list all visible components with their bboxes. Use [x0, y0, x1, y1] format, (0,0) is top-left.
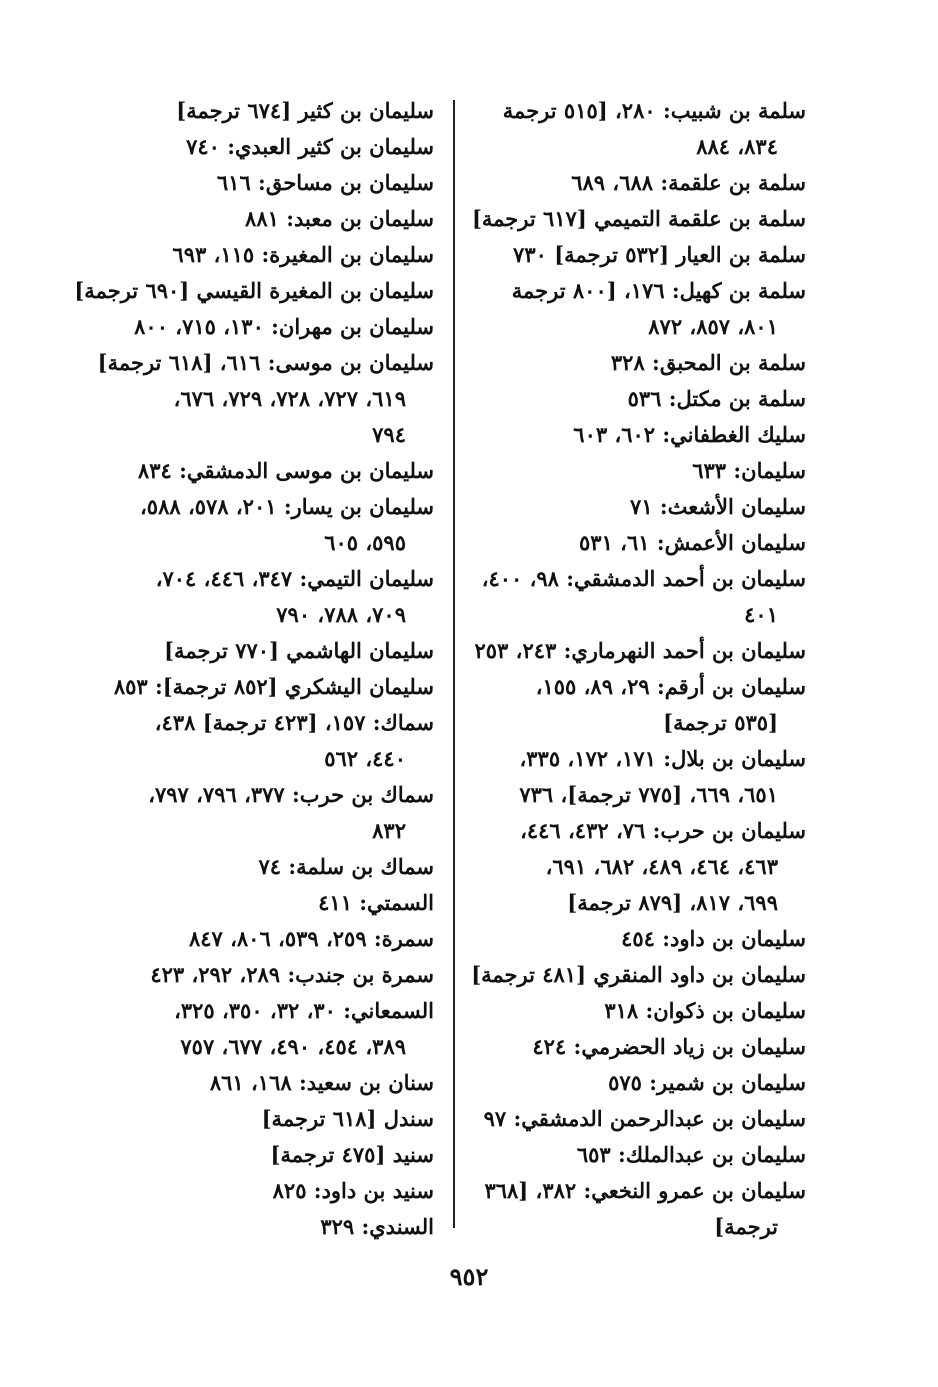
index-entry: سليمان بن مهران: ١٣٠، ٧١٥، ٨٠٠ — [134, 314, 434, 339]
index-entry-continuation: ٤٤٠، ٥٦٢ — [324, 746, 406, 771]
index-entry: سليمان بن معبد: ٨٨١ — [245, 206, 434, 231]
index-entry: سندل [٦١٨ ترجمة] — [261, 1106, 434, 1131]
index-entry: سليمان الأشعث: ٧١ — [630, 494, 806, 519]
index-entry-continuation: ٦٩٩، ٨١٧، [٨٧٩ ترجمة] — [567, 890, 778, 915]
index-entry: سنيد بن داود: ٨٢٥ — [272, 1178, 434, 1203]
index-entry: سليمان بن أحمد النهرماري: ٢٤٣، ٢٥٣ — [474, 638, 806, 663]
index-entry: سليمان بن كثير [٦٧٤ ترجمة] — [176, 98, 434, 123]
column-divider — [453, 100, 455, 1228]
index-entry: سليمان بن أحمد الدمشقي: ٩٨، ٤٠٠، — [481, 566, 806, 591]
index-entry: سلمة بن مكتل: ٥٣٦ — [627, 386, 806, 411]
index-entry: سليمان بن داود المنقري [٤٨١ ترجمة] — [471, 962, 806, 987]
index-entry: سلمة بن العيار [٥٣٢ ترجمة] ٧٣٠ — [513, 242, 806, 267]
index-column-right — [470, 93, 806, 1245]
index-entry: سليمان بن موسى الدمشقي: ٨٣٤ — [137, 458, 434, 483]
index-column-left — [74, 93, 434, 1245]
index-entry: سنيد [٤٧٥ ترجمة] — [270, 1142, 434, 1167]
index-entry: سليمان بن بلال: ١٧١، ١٧٢، ٣٣٥، — [519, 746, 806, 771]
index-entry: سماك: ١٥٧، [٤٢٣ ترجمة] ٤٣٨، — [154, 710, 434, 735]
index-entry: سليمان بن داود: ٤٥٤ — [621, 926, 806, 951]
index-entry: سمرة: ٢٥٩، ٥٣٩، ٨٠٦، ٨٤٧ — [188, 926, 434, 951]
index-entry: سليمان بن أرقم: ٢٩، ٨٩، ١٥٥، — [535, 674, 806, 699]
index-entry: سليمان بن حرب: ٧٦، ٤٣٢، ٤٤٦، — [520, 818, 806, 843]
index-entry: سليك الغطفاني: ٦٠٢، ٦٠٣ — [573, 422, 806, 447]
index-entry: سنان بن سعيد: ١٦٨، ٨٦١ — [209, 1070, 434, 1095]
index-entry: سليمان بن زياد الحضرمي: ٤٢٤ — [532, 1034, 806, 1059]
index-entry: سليمان بن شمير: ٥٧٥ — [608, 1070, 806, 1095]
index-entry: السمعاني: ٣٠، ٣٢، ٣٥٠، ٣٢٥، — [174, 998, 434, 1023]
index-entry-continuation: ترجمة] — [714, 1214, 778, 1239]
index-entry-continuation: [٥٣٥ ترجمة] — [663, 710, 778, 735]
index-entry: سليمان: ٦٣٣ — [692, 458, 806, 483]
index-entry: سلمة بن علقمة: ٦٨٨، ٦٨٩ — [571, 170, 806, 195]
index-entry: سليمان بن كثير العبدي: ٧٤٠ — [186, 134, 434, 159]
index-entry-continuation: ٣٨٩، ٤٥٤، ٤٩٠، ٦٧٧، ٧٥٧ — [180, 1034, 406, 1059]
index-entry-continuation: ٤٦٣، ٤٦٤، ٤٨٩، ٦٨٢، ٦٩١، — [545, 854, 778, 879]
index-entry-continuation: ٨٣٢ — [372, 818, 406, 843]
index-entry: السندي: ٣٢٩ — [320, 1214, 434, 1239]
index-entry: سليمان بن مساحق: ٦١٦ — [216, 170, 434, 195]
index-entry: سليمان الهاشمي [٧٧٠ ترجمة] — [164, 638, 434, 663]
index-entry: سلمة بن كهيل: ١٧٦، [٨٠٠ ترجمة — [511, 278, 806, 303]
index-entry: سلمة بن علقمة التميمي [٦١٧ ترجمة] — [471, 206, 806, 231]
index-entry: سلمة بن المحبق: ٣٢٨ — [610, 350, 806, 375]
index-entry-continuation: ٥٩٥، ٦٠٥ — [324, 530, 406, 555]
index-entry-continuation: ٧٩٤ — [372, 422, 406, 447]
index-entry: سليمان بن موسى: ٦١٦، [٦١٨ ترجمة] — [97, 350, 434, 375]
index-entry: سليمان بن يسار: ٢٠١، ٥٧٨، ٥٨٨، — [140, 494, 434, 519]
page-number: ٩٥٢ — [449, 1262, 489, 1291]
index-entry: سليمان بن ذكوان: ٣١٨ — [604, 998, 806, 1023]
index-entry: سمرة بن جندب: ٢٨٩، ٢٩٢، ٤٢٣ — [150, 962, 434, 987]
index-entry: سليمان اليشكري [٨٥٢ ترجمة]: ٨٥٣ — [113, 674, 434, 699]
index-entry: السمتي: ٤١١ — [318, 890, 434, 915]
index-entry: سليمان بن عمرو النخعي: ٣٨٢، [٣٦٨ — [484, 1178, 806, 1203]
index-entry: سليمان بن المغيرة: ١١٥، ٦٩٣ — [172, 242, 434, 267]
index-entry: سلمة بن شبيب: ٢٨٠، [٥١٥ ترجمة — [502, 98, 806, 123]
index-entry-continuation: ٧٠٩، ٧٨٨، ٧٩٠ — [276, 602, 406, 627]
index-entry: سماك بن سلمة: ٧٤ — [258, 854, 434, 879]
index-entry-continuation: ٨٠١، ٨٥٧، ٨٧٢ — [648, 314, 778, 339]
index-entry-continuation: ٨٣٤، ٨٨٤ — [696, 134, 778, 159]
index-entry: سليمان الأعمش: ٦١، ٥٣١ — [579, 530, 806, 555]
index-entry-continuation: ٤٠١ — [744, 602, 778, 627]
index-entry: سليمان بن المغيرة القيسي [٦٩٠ ترجمة] — [74, 278, 434, 303]
index-entry: سليمان التيمي: ٣٤٧، ٤٤٦، ٧٠٤، — [155, 566, 434, 591]
index-entry: سليمان بن عبدالملك: ٦٥٣ — [576, 1142, 806, 1167]
index-entry: سماك بن حرب: ٣٧٧، ٧٩٦، ٧٩٧، — [148, 782, 434, 807]
index-entry: سليمان بن عبدالرحمن الدمشقي: ٩٧ — [483, 1106, 806, 1131]
index-entry-continuation: ٦٥١، ٦٦٩، [٧٧٥ ترجمة]، ٧٣٦ — [519, 782, 778, 807]
index-entry-continuation: ٦١٩، ٧٢٧، ٧٢٨، ٧٢٩، ٦٧٦، — [173, 386, 406, 411]
